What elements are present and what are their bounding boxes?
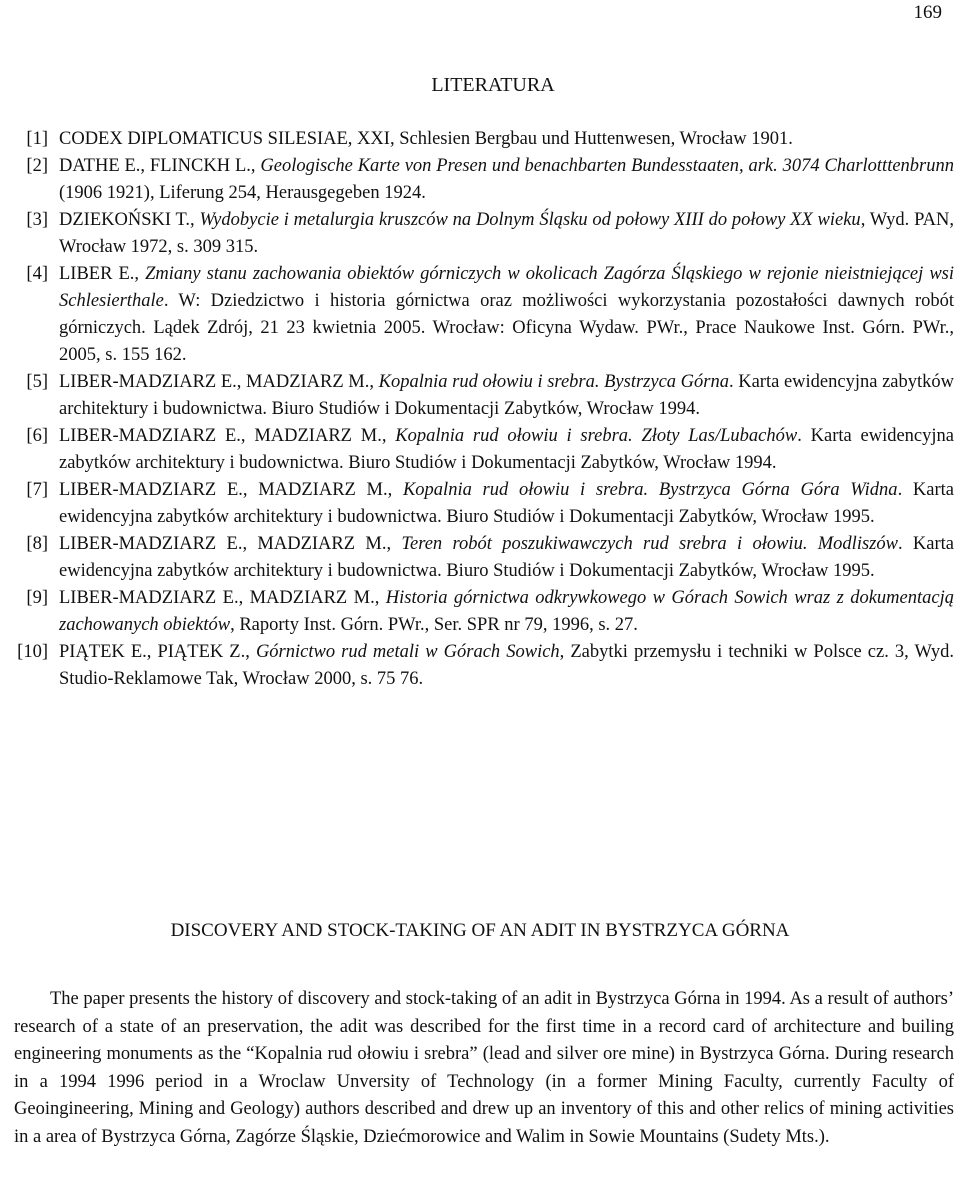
reference-number: [8] xyxy=(26,534,48,554)
reference-item xyxy=(0,261,960,369)
reference-number: [1] xyxy=(26,129,48,149)
reference-title: Kopalnia rud ołowiu i srebra. Bystrzyca Górna xyxy=(378,372,729,392)
reference-segment: LIBER-MADZIARZ E., MADZIARZ M., xyxy=(59,426,396,446)
reference-title: Zmiany stanu zachowania obiektów górniczych w okolicach Zagórza Śląskiego w rejonie nieistniejącej wsi Schlesierthale xyxy=(59,264,955,311)
reference-title: Kopalnia rud ołowiu i srebra. Złoty Las/Lubachów xyxy=(395,426,798,446)
reference-segment: , Zabytki przemysłu i techniki w Polsce cz. 3, Wyd. Studio-Reklamowe Tak, Wrocław 2000, s. 75 76. xyxy=(59,642,954,689)
reference-number: [10] xyxy=(17,642,48,662)
reference-item xyxy=(0,369,960,423)
reference-title: Górnictwo rud metali w Górach Sowich xyxy=(255,642,560,662)
abstract-heading: DISCOVERY AND STOCK-TAKING OF AN ADIT IN BYSTRZYCA GÓRNA xyxy=(170,920,790,941)
reference-segment: LIBER-MADZIARZ E., MADZIARZ M., xyxy=(59,534,402,554)
reference-number: [5] xyxy=(26,372,48,392)
reference-text xyxy=(59,156,954,203)
reference-text xyxy=(59,210,954,257)
reference-segment: , Wyd. PAN, Wrocław 1972, s. 309 315. xyxy=(59,210,954,257)
reference-title: Historia górnictwa odkrywkowego w Górach Sowich wraz z dokumentacją zachowanych obiektów xyxy=(59,588,954,635)
reference-segment: . Karta ewidencyjna zabytków architektury i budownictwa. Biuro Studiów i Dokumentacji Zabytków, Wrocław 1995. xyxy=(59,480,954,527)
reference-segment: LIBER-MADZIARZ E., MADZIARZ M., xyxy=(59,372,379,392)
page-number: 169 xyxy=(913,2,942,23)
reference-text xyxy=(59,642,954,689)
reference-item xyxy=(0,531,960,585)
reference-number: [3] xyxy=(26,210,48,230)
reference-text xyxy=(59,426,954,473)
reference-segment: LIBER-MADZIARZ E., MADZIARZ M., xyxy=(59,588,386,608)
reference-item xyxy=(0,207,960,261)
reference-segment: DZIEKOŃSKI T., xyxy=(59,210,200,230)
reference-title: Teren robót poszukiwawczych rud srebra i ołowiu. Modliszów xyxy=(401,534,898,554)
reference-item xyxy=(0,126,960,153)
reference-number: [4] xyxy=(26,264,48,284)
abstract-body: The paper presents the history of discovery and stock-taking of an adit in Bystrzyca Górna in 1994. As a result of authors’ research of a state of an preservation, the adit was described for the first time in a record card of architecture and builing engineering monuments as the “Kopalnia rud ołowiu i srebra” (lead and silver ore mine) in Bystrzyca Górna. During research in a 1994 1996 period in a Wroclaw Unversity of Technology (in a former Mining Faculty, currently Faculty of Geoingineering, Mining and Geology) authors described and drew up an inventory of this and other relics of mining activities in a area of Bystrzyca Górna, Zagórze Śląskie, Dziećmorowice and Walim in Sowie Mountains (Sudety Mts.). xyxy=(14,989,954,1147)
reference-segment: PIĄTEK E., PIĄTEK Z., xyxy=(59,642,256,662)
reference-number: [9] xyxy=(26,588,48,608)
reference-segment: LIBER-MADZIARZ E., MADZIARZ M., xyxy=(59,480,403,500)
reference-item xyxy=(0,639,960,693)
reference-text xyxy=(59,372,954,419)
reference-segment: (1906 1921), Liferung 254, Herausgegeben 1924. xyxy=(59,183,426,203)
reference-text xyxy=(59,534,954,581)
reference-text xyxy=(59,264,954,365)
reference-segment: LIBER E., xyxy=(59,264,146,284)
reference-segment: . Karta ewidencyjna zabytków architektury i budownictwa. Biuro Studiów i Dokumentacji Zabytków, Wrocław 1994. xyxy=(59,426,954,473)
literature-heading: LITERATURA xyxy=(431,74,555,96)
reference-segment: . Karta ewidencyjna zabytków architektury i budownictwa. Biuro Studiów i Dokumentacji Zabytków, Wrocław 1995. xyxy=(59,534,954,581)
reference-title: Wydobycie i metalurgia kruszców na Dolnym Śląsku od połowy XIII do połowy XX wieku xyxy=(199,210,861,230)
reference-segment: DATHE E., FLINCKH L., xyxy=(59,156,261,176)
reference-segment: CODEX DIPLOMATICUS SILESIAE, XXI, Schlesien Bergbau und Huttenwesen, Wrocław 1901. xyxy=(59,129,793,149)
reference-item xyxy=(0,585,960,639)
reference-list xyxy=(0,126,960,693)
reference-segment: . W: Dziedzictwo i historia górnictwa oraz możliwości wykorzystania pozostałości dawnych robót górniczych. Lądek Zdrój, 21 23 kwietnia 2005. Wrocław: Oficyna Wydaw. PWr., Prace Naukowe Inst. Górn. PWr., 2005, s. 155 162. xyxy=(59,291,954,365)
reference-title: Geologische Karte von Presen und benachbarten Bundesstaaten, ark. 3074 Charlotttenbrunn xyxy=(260,156,954,176)
reference-text xyxy=(59,129,793,149)
reference-item xyxy=(0,153,960,207)
reference-title: Kopalnia rud ołowiu i srebra. Bystrzyca Górna Góra Widna xyxy=(402,480,898,500)
reference-text xyxy=(59,480,954,527)
reference-item xyxy=(0,423,960,477)
reference-segment: . Karta ewidencyjna zabytków architektury i budownictwa. Biuro Studiów i Dokumentacji Zabytków, Wrocław 1994. xyxy=(59,372,954,419)
reference-segment: , Raporty Inst. Górn. PWr., Ser. SPR nr 79, 1996, s. 27. xyxy=(230,615,638,635)
reference-number: [7] xyxy=(26,480,48,500)
reference-text xyxy=(59,588,954,635)
reference-number: [6] xyxy=(26,426,48,446)
reference-item xyxy=(0,477,960,531)
reference-number: [2] xyxy=(26,156,48,176)
